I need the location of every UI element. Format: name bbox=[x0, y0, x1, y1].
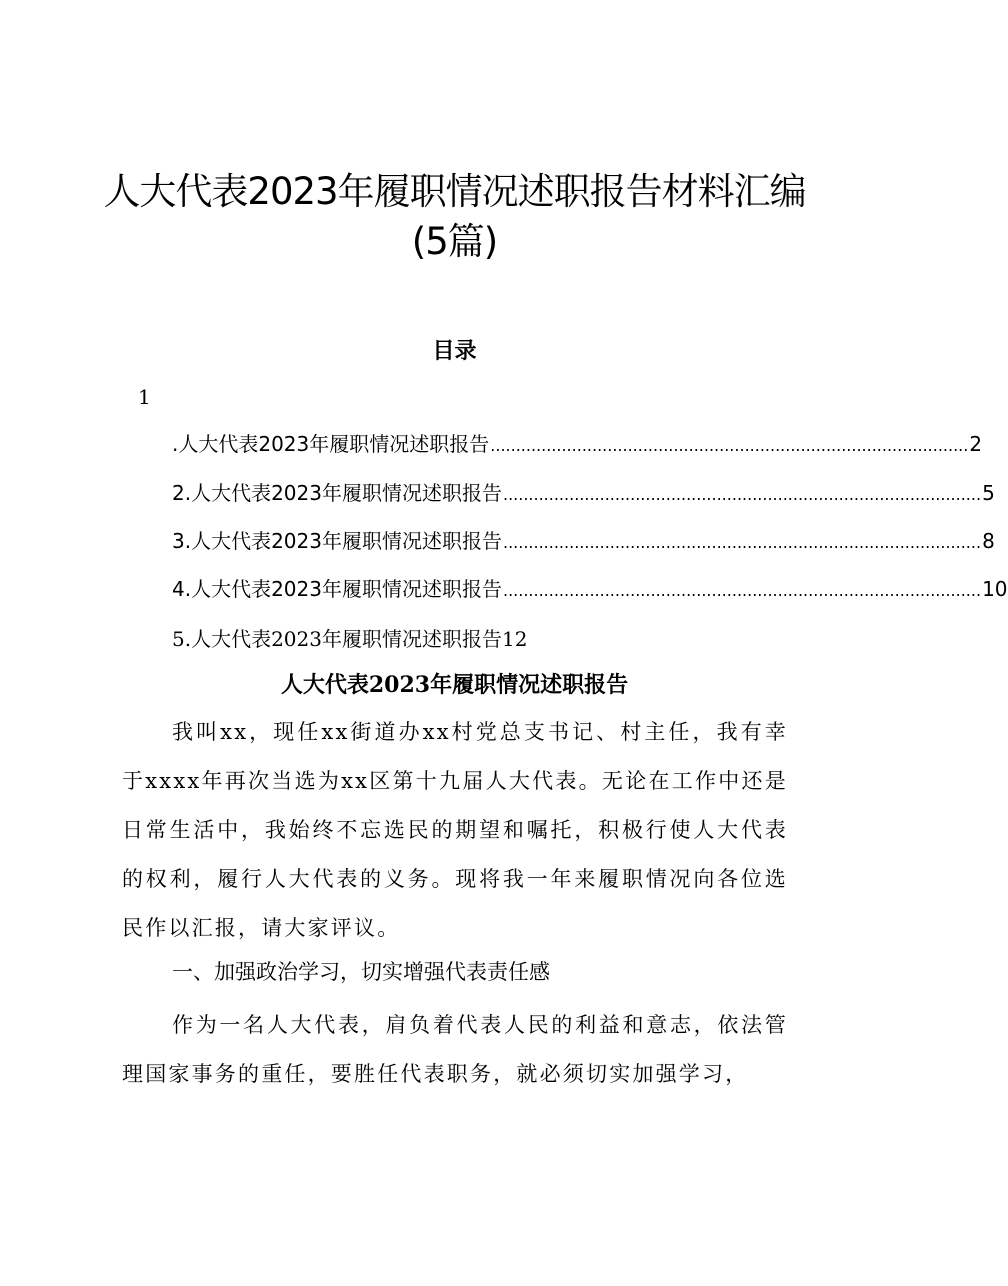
toc-entry-page: 10 bbox=[982, 577, 1008, 601]
document-title-line1: 人大代表2023年履职情况述职报告材料汇编 bbox=[103, 170, 806, 213]
body-paragraph: 作为一名人大代表，肩负着代表人民的利益和意志，依法管理国家事务的重任，要胜任代表职务，就必须切实加强学习， bbox=[122, 1013, 788, 1086]
toc-leader-dots: .............................................................................................. bbox=[490, 436, 969, 455]
section-heading: 人大代表2023年履职情况述职报告 bbox=[280, 672, 629, 698]
toc-entry[interactable] bbox=[172, 477, 995, 507]
toc-leader-dots: .............................................................................................. bbox=[502, 485, 982, 504]
sub-heading: 一、加强政治学习，切实增强代表责任感 bbox=[172, 960, 550, 984]
toc-entry[interactable] bbox=[172, 573, 1008, 603]
body-paragraph: 我叫xx，现任xx街道办xx村党总支书记、村主任，我有幸于xxxx年再次当选为xx区第十九届人大代表。无论在工作中还是日常生活中，我始终不忘选民的期望和嘱托，积极行使人大代表的权利，履行人大代表的义务。现将我一年来履职情况向各位选民作以汇报，请大家评议。 bbox=[122, 720, 788, 940]
toc-entry-page: 8 bbox=[982, 529, 995, 553]
toc-leader-dots: .............................................................................................. bbox=[502, 533, 982, 552]
toc-heading: 目录 bbox=[432, 338, 477, 364]
toc-entry-label: 2.人大代表2023年履职情况述职报告 bbox=[172, 481, 502, 505]
toc-entry[interactable] bbox=[172, 428, 983, 458]
toc-entry-page: 5 bbox=[982, 481, 995, 505]
toc-entry-label: 4.人大代表2023年履职情况述职报告 bbox=[172, 577, 502, 601]
toc-leader-dots: .............................................................................................. bbox=[502, 581, 982, 600]
toc-entry-label: .人大代表2023年履职情况述职报告 bbox=[172, 432, 490, 456]
toc-first-number: 1 bbox=[138, 385, 151, 409]
toc-entry-label: 3.人大代表2023年履职情况述职报告 bbox=[172, 529, 502, 553]
toc-entry-last[interactable]: 5.人大代表2023年履职情况述职报告12 bbox=[172, 627, 528, 651]
toc-entry[interactable] bbox=[172, 525, 995, 555]
document-title-line2: (5篇) bbox=[411, 220, 498, 263]
toc-entry-page: 2 bbox=[969, 432, 983, 456]
